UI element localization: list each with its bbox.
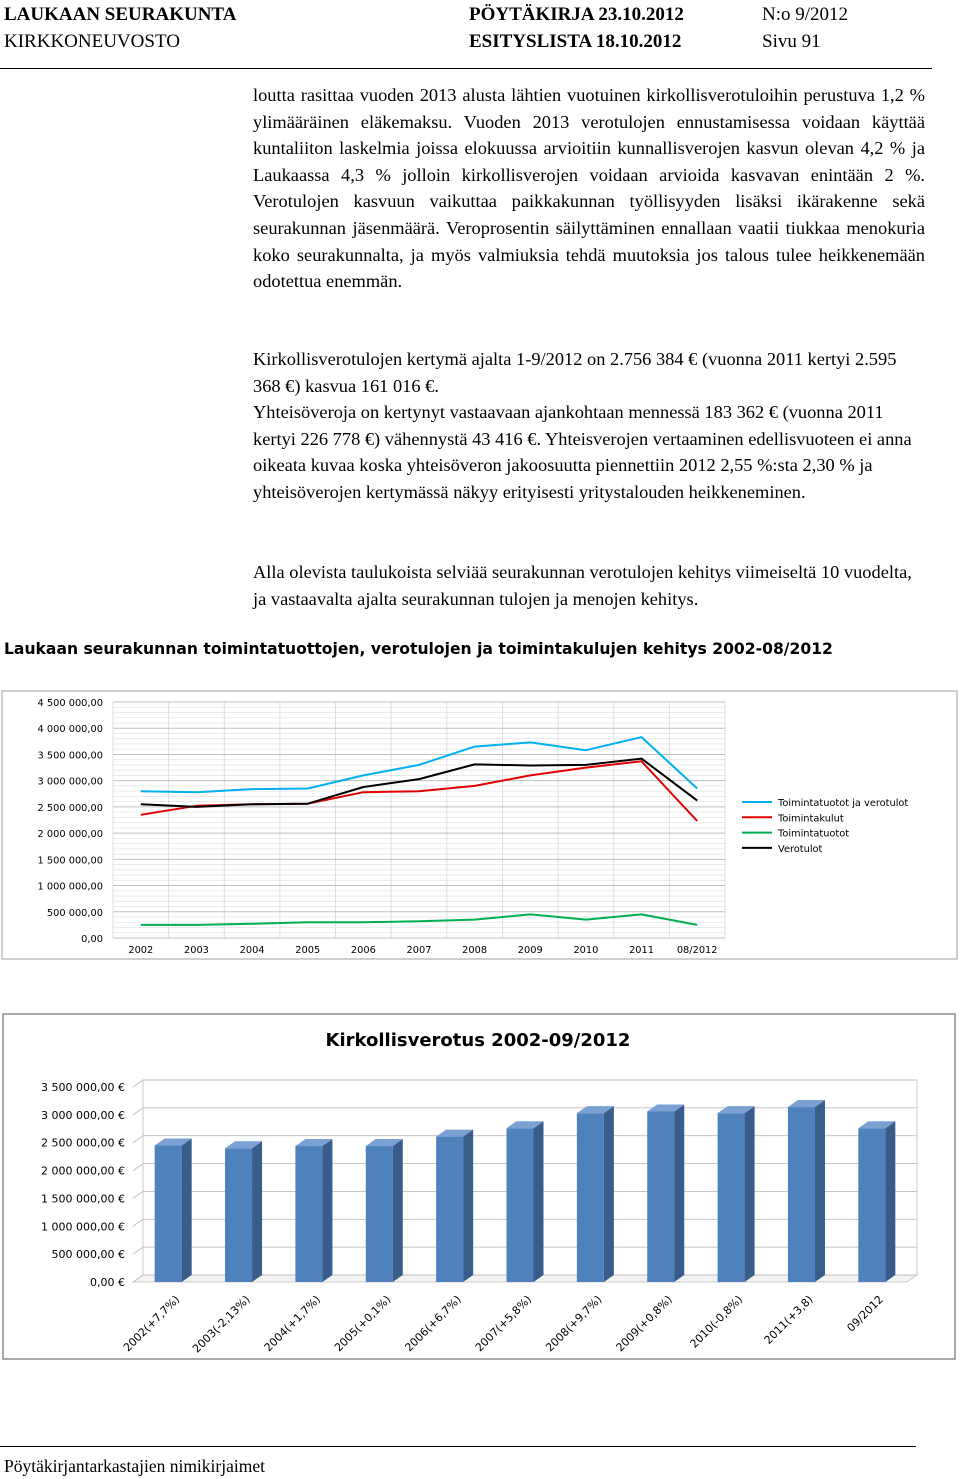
chart1-ytick-label: 500 000,00	[46, 907, 103, 919]
chart2-bar-side	[393, 1139, 403, 1282]
chart1-ytick-label: 0,00	[81, 934, 103, 945]
chart1-ytick-label: 4 000 000,00	[37, 724, 103, 736]
chart2-xtick-label: 2009(+0,8%)	[613, 1292, 675, 1355]
chart1-xtick-label: 08/2012	[676, 945, 718, 956]
chart2-xtick-label: 09/2012	[844, 1292, 886, 1335]
chart2-xtick-label: 2010(-0,8%)	[687, 1292, 746, 1351]
chart2-bar-side	[815, 1100, 825, 1282]
chart1-legend-label: Toimintakulut	[778, 813, 844, 825]
chart2-xtick-label: 2005(+0,1%)	[332, 1292, 394, 1355]
chart1-xtick-label: 2003	[183, 945, 209, 956]
chart2-bar-front	[436, 1137, 463, 1282]
chart2-title: Kirkollisverotus 2002-09/2012	[325, 1030, 631, 1051]
chart1-xtick-label: 2007	[406, 945, 432, 956]
chart1-legend-label: Toimintatuotot	[778, 828, 850, 840]
chart2-ytick-label: 3 000 000,00 €	[41, 1108, 125, 1122]
chart1-xtick-label: 2004	[239, 945, 265, 956]
chart2-bar-side	[322, 1139, 332, 1282]
body-paragraph-3: Alla olevista taulukoista selviää seurakunnan verotulojen kehitys viimeiseltä 10 vuodelta, ja vastaavalta ajalta seurakunnan tulojen ja menojen kehitys.	[253, 562, 912, 609]
chart2-bar-front	[225, 1148, 252, 1282]
chart2-bar-side	[182, 1139, 192, 1283]
chart2-bar-side	[604, 1106, 614, 1282]
chart2-xtick-label: 2008(+9,7%)	[543, 1292, 605, 1355]
chart2-ytick-label: 2 500 000,00 €	[41, 1136, 125, 1150]
chart2-bar-front	[507, 1128, 534, 1282]
chart1-ytick-label: 1 500 000,00	[37, 855, 103, 867]
chart1-xtick-label: 2011	[629, 945, 655, 956]
body-paragraph-2a: Kirkollisverotulojen kertymä ajalta 1-9/2012 on 2.756 384 € (vuonna 2011 kertyi 2.595 368 €) kasvua 161 016 €.	[253, 349, 897, 396]
chart1-xtick-label: 2008	[462, 945, 488, 956]
chart1-ytick-label: 3 500 000,00	[37, 750, 103, 762]
body-paragraph-2b: Yhteisöveroja on kertynyt vastaavaan ajankohtaan mennessä 183 362 € (vuonna 2011 kertyi 226 778 €) vähennystä 43 416 €. Yhteisverojen vertaaminen edellisvuoteen ei anna oikeata kuvaa koska yhteisöveron jakoosuutta piennettiin 2012 2,55 %:sta 2,30 % ja yhteisöverojen kertymässä näkyy erityisesti yritystalouden heikkeneminen.	[253, 402, 912, 502]
chart1-ytick-label: 2 500 000,00	[37, 802, 103, 814]
chart2-bar-side	[252, 1141, 262, 1282]
chart1-xtick-label: 2002	[128, 945, 154, 956]
chart2-bar-front	[366, 1146, 393, 1282]
chart2-bar-side	[885, 1121, 895, 1282]
chart2-ytick-label: 1 500 000,00 €	[41, 1192, 125, 1206]
chart1-xtick-label: 2006	[350, 945, 376, 956]
header-page: Sivu 91	[762, 31, 821, 52]
chart1-caption: Laukaan seurakunnan toimintatuottojen, verotulojen ja toimintakulujen kehitys 2002-08/2012	[4, 640, 833, 658]
chart2-ytick-label: 2 000 000,00 €	[41, 1164, 125, 1178]
chart1-ytick-label: 3 000 000,00	[37, 776, 103, 788]
chart2-bar-side	[534, 1121, 544, 1282]
chart2-bar-side	[463, 1130, 473, 1282]
chart1-ytick-label: 1 000 000,00	[37, 881, 103, 893]
chart2-bar-front	[295, 1146, 322, 1282]
header-doc-agenda: ESITYSLISTA 18.10.2012	[469, 31, 682, 52]
footer-rule	[0, 1446, 916, 1447]
chart2-xtick-label: 2003(-2,13%)	[190, 1292, 253, 1356]
header-org: LAUKAAN SEURAKUNTA	[4, 4, 237, 25]
footer-initials-label: Pöytäkirjantarkastajien nimikirjaimet	[4, 1456, 265, 1476]
header-board: KIRKKONEUVOSTO	[4, 31, 180, 52]
chart1-legend-label: Toimintatuotot ja verotulot	[778, 798, 909, 809]
chart1-xtick-label: 2005	[295, 945, 321, 956]
header-number: N:o 9/2012	[762, 4, 849, 25]
chart1-legend-label: Verotulot	[778, 843, 823, 855]
chart2-ytick-label: 0,00 €	[90, 1276, 125, 1289]
chart2-bar-front	[858, 1128, 885, 1282]
chart2-bar-front	[155, 1146, 182, 1283]
chart2-xtick-label: 2007(+5,8%)	[472, 1292, 535, 1355]
header-doc-minutes: PÖYTÄKIRJA 23.10.2012	[469, 4, 684, 25]
chart2-ytick-label: 1 000 000,00 €	[41, 1220, 125, 1234]
chart2-ytick-label: 3 500 000,00 €	[41, 1081, 125, 1094]
chart1-xtick-label: 2010	[573, 945, 599, 956]
chart2-xtick-label: 2011(+3,8)	[761, 1292, 816, 1347]
chart2-bar-front	[718, 1113, 745, 1282]
chart2-bar-front	[647, 1112, 674, 1282]
chart2-bar-front	[788, 1107, 815, 1282]
chart2-xtick-label: 2002(+7,7%)	[120, 1292, 183, 1355]
chart2-bar-side	[745, 1106, 755, 1282]
chart2-bar-front	[577, 1113, 604, 1282]
chart1-ytick-label: 2 000 000,00	[37, 829, 103, 841]
chart1-ytick-label: 4 500 000,00	[37, 698, 103, 709]
chart2-xtick-label: 2006(+6,7%)	[402, 1292, 464, 1355]
body-paragraph-1: loutta rasittaa vuoden 2013 alusta lähtien vuotuinen kirkollisverotuloihin perustuva 1,2 % ylimääräinen eläkemaksu. Vuoden 2013 verotulojen ennustamisessa voidaan käyttää kuntaliiton laskelmia joissa elokuussa arvioitiin kunnallisverojen kasvun olevan 4,2 % ja Laukaassa 4,3 % jolloin kirkollisverojen voidaan arvioida kasvavan enintään 2 %. Verotulojen kasvuun vaikuttaa paikkakunnan työllisyyden lisäksi ikärakenne sekä seurakunnan jäsenmäärä. Veroprosentin säilyttäminen ennallaan vaatii tiukkaa menokuria koko seurakunnalta, ja myös valmiuksia tehdä muutoksia jos talous tulee heikkenemään odotettua enemmän.	[253, 85, 925, 292]
chart1-xtick-label: 2009	[517, 945, 543, 956]
chart2-ytick-label: 500 000,00 €	[51, 1248, 125, 1262]
chart2-bar-side	[674, 1105, 684, 1282]
chart2-xtick-label: 2004(+1,7%)	[261, 1292, 324, 1355]
